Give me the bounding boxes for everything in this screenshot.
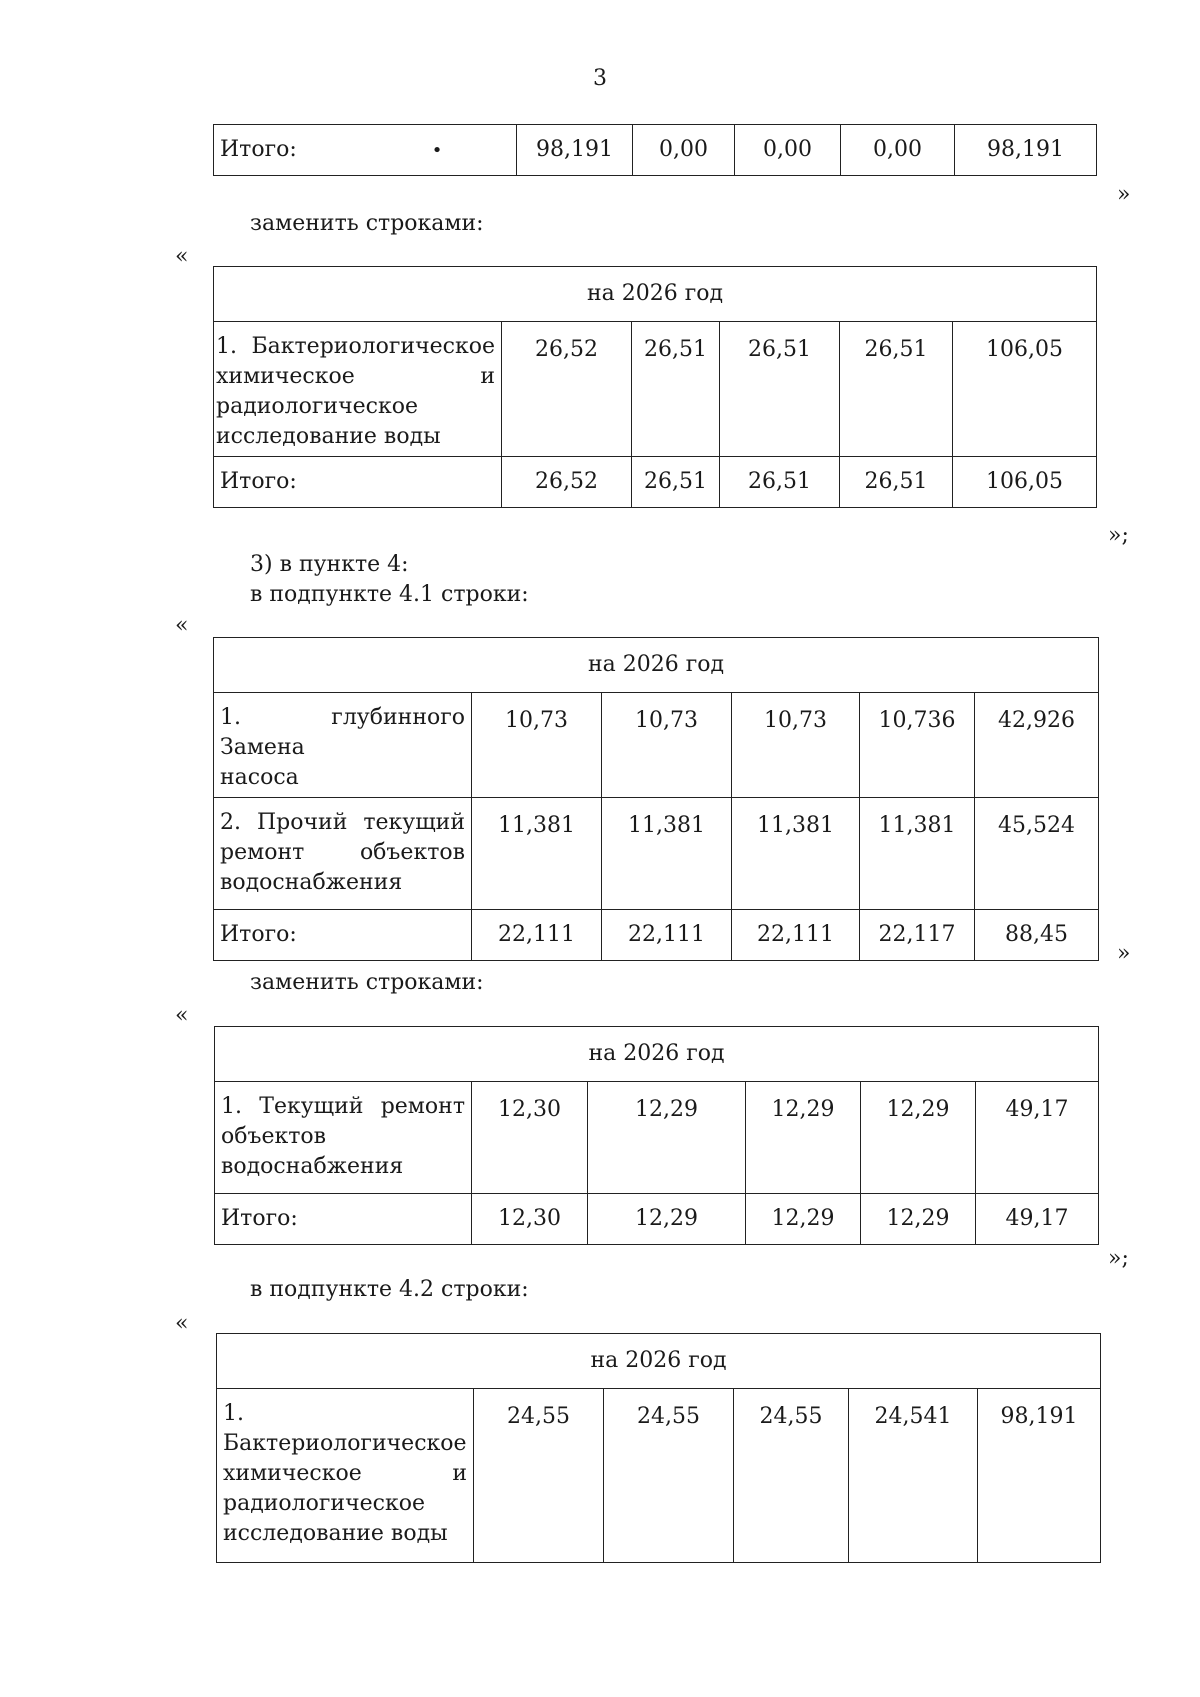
value-cell: 10,73 [732, 693, 860, 798]
value-cell: 22,111 [732, 910, 860, 961]
year-header: на 2026 год [217, 1334, 1101, 1389]
value-cell: 12,29 [746, 1194, 861, 1245]
instruction-subpoint-4-1: в подпункте 4.1 строки: [250, 582, 529, 607]
quote-open: « [175, 1003, 189, 1028]
itogo-label: Итого: [220, 136, 297, 162]
value-cell: 26,51 [632, 322, 720, 457]
table-original-4-1 [213, 637, 1099, 961]
row-label [215, 1082, 472, 1194]
value-cell: 49,17 [976, 1082, 1099, 1194]
itogo-label: Итого: [214, 457, 502, 508]
value-cell: 12,29 [861, 1194, 976, 1245]
value-cell: 26,52 [502, 322, 632, 457]
value-cell: 11,381 [472, 798, 602, 910]
label-line: химическое и [223, 1461, 467, 1486]
quote-close-semicolon: »; [1108, 523, 1129, 548]
quote-open: « [175, 1311, 189, 1336]
row-label [217, 1389, 474, 1563]
year-header: на 2026 год [214, 267, 1097, 322]
label-line: исследование воды [216, 424, 441, 449]
table-row [214, 457, 1097, 508]
label-line: объектов [221, 1124, 327, 1149]
row-label [214, 798, 472, 910]
label-line: 2. Прочий текущий [220, 810, 465, 835]
table-row [217, 1389, 1101, 1563]
label-line: ремонт объектов [220, 840, 465, 865]
label-line: химическое и [216, 364, 495, 389]
instruction-replace-1: заменить строками: [250, 211, 484, 236]
value-cell: 12,30 [472, 1194, 588, 1245]
value-cell: 22,117 [860, 910, 975, 961]
value-cell: 11,381 [602, 798, 732, 910]
label-line: 1. Замена глубинного [220, 705, 465, 760]
value-cell: 106,05 [953, 322, 1097, 457]
value-cell: 49,17 [976, 1194, 1099, 1245]
table-row [214, 322, 1097, 457]
label-line: радиологическое [223, 1491, 425, 1516]
value-cell: 0,00 [841, 125, 955, 176]
page-number: 3 [593, 66, 607, 91]
value-cell: 26,51 [720, 457, 840, 508]
value-cell: 24,541 [849, 1389, 978, 1563]
value-cell: 45,524 [975, 798, 1099, 910]
table-header-row [214, 267, 1097, 322]
label-line: радиологическое [216, 394, 418, 419]
value-cell: 11,381 [732, 798, 860, 910]
quote-open: « [175, 613, 189, 638]
table-replacement-1 [213, 266, 1097, 508]
table-row [214, 798, 1099, 910]
quote-open: « [175, 244, 189, 269]
value-cell: 10,73 [472, 693, 602, 798]
row-label [214, 322, 502, 457]
instruction-point-4: 3) в пункте 4: [250, 552, 409, 577]
value-cell: 12,29 [588, 1194, 746, 1245]
label-line: водоснабжения [221, 1154, 404, 1179]
quote-close: » [1117, 182, 1131, 207]
table-row [214, 693, 1099, 798]
table-replacement-4-1 [214, 1026, 1099, 1245]
label-line: насоса [220, 765, 299, 790]
value-cell: 26,51 [840, 457, 953, 508]
quote-close: » [1117, 941, 1131, 966]
value-cell: 42,926 [975, 693, 1099, 798]
bullet-mark: • [431, 139, 443, 161]
label-line: 1. Бактериологическое [216, 334, 495, 359]
value-cell: 12,29 [861, 1082, 976, 1194]
label-line: исследование воды [223, 1521, 448, 1546]
instruction-replace-2: заменить строками: [250, 970, 484, 995]
value-cell: 26,51 [840, 322, 953, 457]
itogo-label-cell [214, 125, 517, 176]
value-cell: 98,191 [955, 125, 1097, 176]
year-header: на 2026 год [214, 638, 1099, 693]
table-header-row [217, 1334, 1101, 1389]
value-cell: 0,00 [735, 125, 841, 176]
table-row [215, 1194, 1099, 1245]
table-previous-total [213, 124, 1097, 176]
value-cell: 26,51 [720, 322, 840, 457]
value-cell: 12,29 [588, 1082, 746, 1194]
instruction-subpoint-4-2: в подпункте 4.2 строки: [250, 1277, 529, 1302]
itogo-label: Итого: [214, 910, 472, 961]
table-header-row [215, 1027, 1099, 1082]
label-line: водоснабжения [220, 870, 403, 895]
value-cell: 26,51 [632, 457, 720, 508]
value-cell: 11,381 [860, 798, 975, 910]
table-row [215, 1082, 1099, 1194]
table-header-row [214, 638, 1099, 693]
value-cell: 88,45 [975, 910, 1099, 961]
value-cell: 22,111 [602, 910, 732, 961]
value-cell: 24,55 [604, 1389, 734, 1563]
quote-close-semicolon: »; [1108, 1246, 1129, 1271]
value-cell: 10,73 [602, 693, 732, 798]
value-cell: 24,55 [474, 1389, 604, 1563]
table-row [214, 910, 1099, 961]
value-cell: 106,05 [953, 457, 1097, 508]
value-cell: 26,52 [502, 457, 632, 508]
table-row [214, 125, 1097, 176]
label-line: Бактериологическое [223, 1431, 467, 1456]
value-cell: 98,191 [978, 1389, 1101, 1563]
label-line: 1. [223, 1401, 244, 1426]
itogo-label: Итого: [215, 1194, 472, 1245]
year-header: на 2026 год [215, 1027, 1099, 1082]
value-cell: 0,00 [633, 125, 735, 176]
table-original-4-2 [216, 1333, 1101, 1563]
row-label [214, 693, 472, 798]
value-cell: 12,30 [472, 1082, 588, 1194]
value-cell: 22,111 [472, 910, 602, 961]
value-cell: 10,736 [860, 693, 975, 798]
value-cell: 12,29 [746, 1082, 861, 1194]
value-cell: 24,55 [734, 1389, 849, 1563]
label-line: 1. Текущий ремонт [221, 1094, 465, 1119]
value-cell: 98,191 [517, 125, 633, 176]
